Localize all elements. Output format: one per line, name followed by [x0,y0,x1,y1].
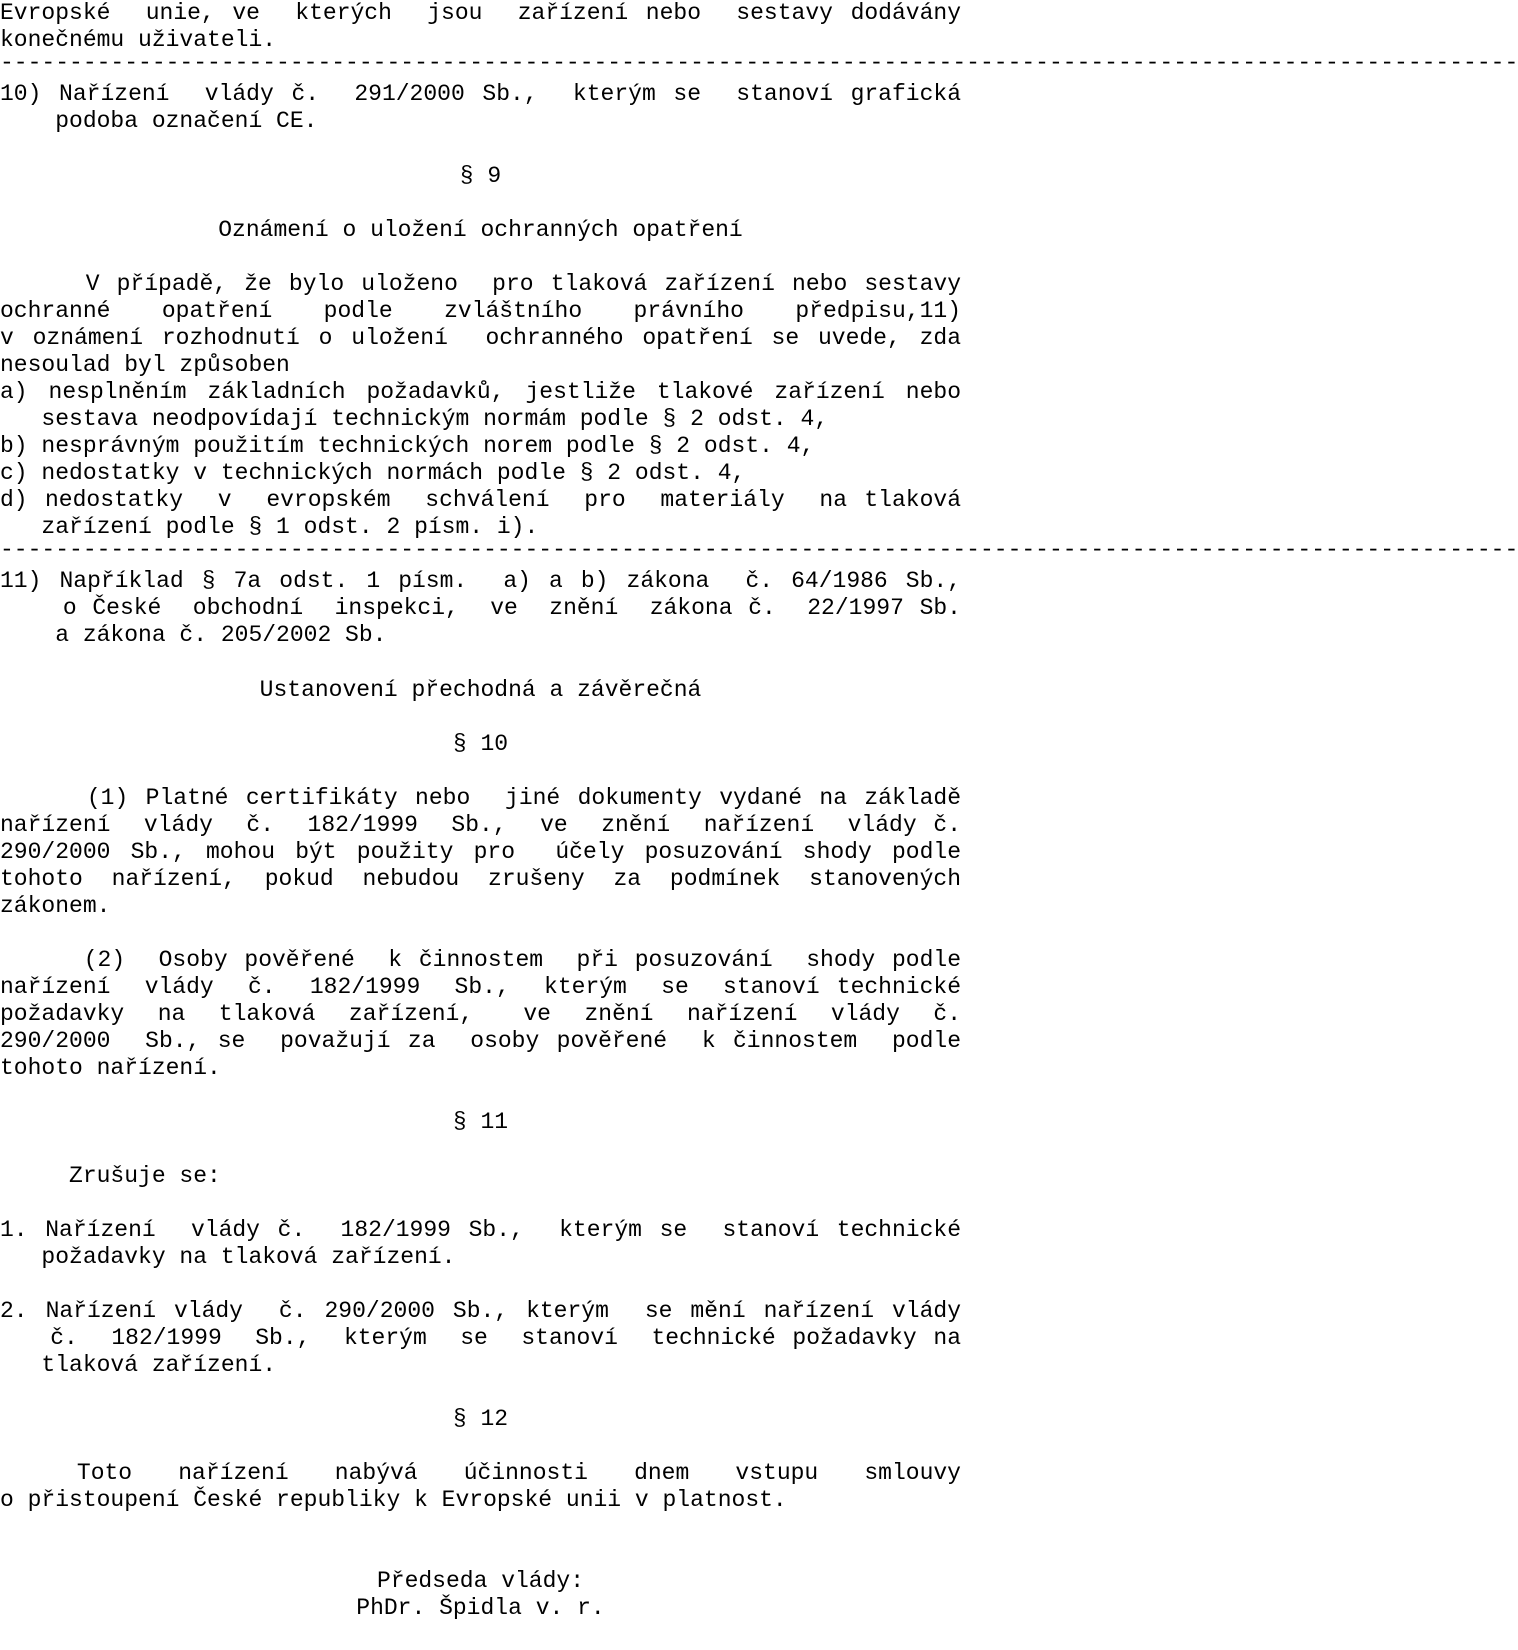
footnote-11-cont: a zákona č. 205/2002 Sb. [0,622,387,648]
paragraph-line: 290/2000 Sb., se považují za osoby pověřené k činnostem podle [0,1028,961,1054]
section-10-heading: § 10 [452,731,509,757]
signature-name: PhDr. Špidla v. r. [356,1595,605,1621]
paragraph-line: ochranné opatření podle zvláštního právního předpisu,11) [0,298,961,324]
paragraph-line: tohoto nařízení, pokud nebudou zrušeny za podmínek stanovených [0,866,961,892]
footnote-11: 11) Například § 7a odst. 1 písm. a) a b) zákona č. 64/1986 Sb., [0,568,961,594]
repeal-intro: Zrušuje se: [0,1163,221,1189]
signature-role: Předseda vlády: [376,1568,585,1594]
list-item-b: b) nesprávným použitím technických norem podle § 2 odst. 4, [0,433,815,459]
paragraph-line: tohoto nařízení. [0,1055,221,1081]
list-item-1-cont: požadavky na tlaková zařízení. [0,1244,456,1270]
paragraph-line: Toto nařízení nabývá účinnosti dnem vstupu smlouvy [0,1460,961,1486]
footnote-separator: -------------------------------------------------------------------------------------------------------------- [0,50,1518,76]
text-line: konečnému uživateli. [0,27,277,53]
list-item-d: d) nedostatky v evropském schválení pro materiály na tlaková [0,487,961,513]
list-item-a: a) nesplněním základních požadavků, jestliže tlakové zařízení nebo [0,379,961,405]
paragraph-line: o přistoupení České republiky k Evropské unii v platnost. [0,1487,787,1513]
list-item-1: 1. Nařízení vlády č. 182/1999 Sb., kterým se stanoví technické [0,1217,961,1243]
section-9-title: Oznámení o uložení ochranných opatření [218,217,743,243]
footnote-11-cont: o České obchodní inspekci, ve znění zákona č. 22/1997 Sb. [0,595,961,621]
paragraph-line: nařízení vlády č. 182/1999 Sb., kterým se stanoví technické [0,974,961,1000]
section-11-heading: § 11 [452,1109,509,1135]
paragraph-line: požadavky na tlaková zařízení, ve znění nařízení vlády č. [0,1001,961,1027]
list-item-2-cont: č. 182/1999 Sb., kterým se stanoví technické požadavky na [0,1325,961,1351]
footnote-10-cont: podoba označení CE. [0,108,318,134]
text-line: Evropské unie, ve kterých jsou zařízení nebo sestavy dodávány [0,0,961,26]
list-item-c: c) nedostatky v technických normách podle § 2 odst. 4, [0,460,746,486]
paragraph-line: 290/2000 Sb., mohou být použity pro účely posuzování shody podle [0,839,961,865]
paragraph-line: V případě, že bylo uloženo pro tlaková zařízení nebo sestavy [0,271,961,297]
paragraph-line: zákonem. [0,893,111,919]
list-item-2: 2. Nařízení vlády č. 290/2000 Sb., kterým se mění nařízení vlády [0,1298,961,1324]
paragraph-line: (1) Platné certifikáty nebo jiné dokumenty vydané na základě [0,785,961,811]
list-item-d-cont: zařízení podle § 1 odst. 2 písm. i). [0,514,539,540]
paragraph-line: (2) Osoby pověřené k činnostem při posuzování shody podle [0,947,961,973]
section-12-heading: § 12 [452,1406,509,1432]
paragraph-line: nesoulad byl způsoben [0,352,290,378]
footnote-separator: -------------------------------------------------------------------------------------------------------------- [0,537,1518,563]
list-item-a-cont: sestava neodpovídají technickým normám podle § 2 odst. 4, [0,406,829,432]
footnote-10: 10) Nařízení vlády č. 291/2000 Sb., kterým se stanoví grafická [0,81,961,107]
paragraph-line: v oznámení rozhodnutí o uložení ochranného opatření se uvede, zda [0,325,961,351]
paragraph-line: nařízení vlády č. 182/1999 Sb., ve znění nařízení vlády č. [0,812,961,838]
list-item-2-cont: tlaková zařízení. [0,1352,277,1378]
transitional-title: Ustanovení přechodná a závěrečná [259,677,702,703]
section-9-heading: § 9 [459,163,502,189]
